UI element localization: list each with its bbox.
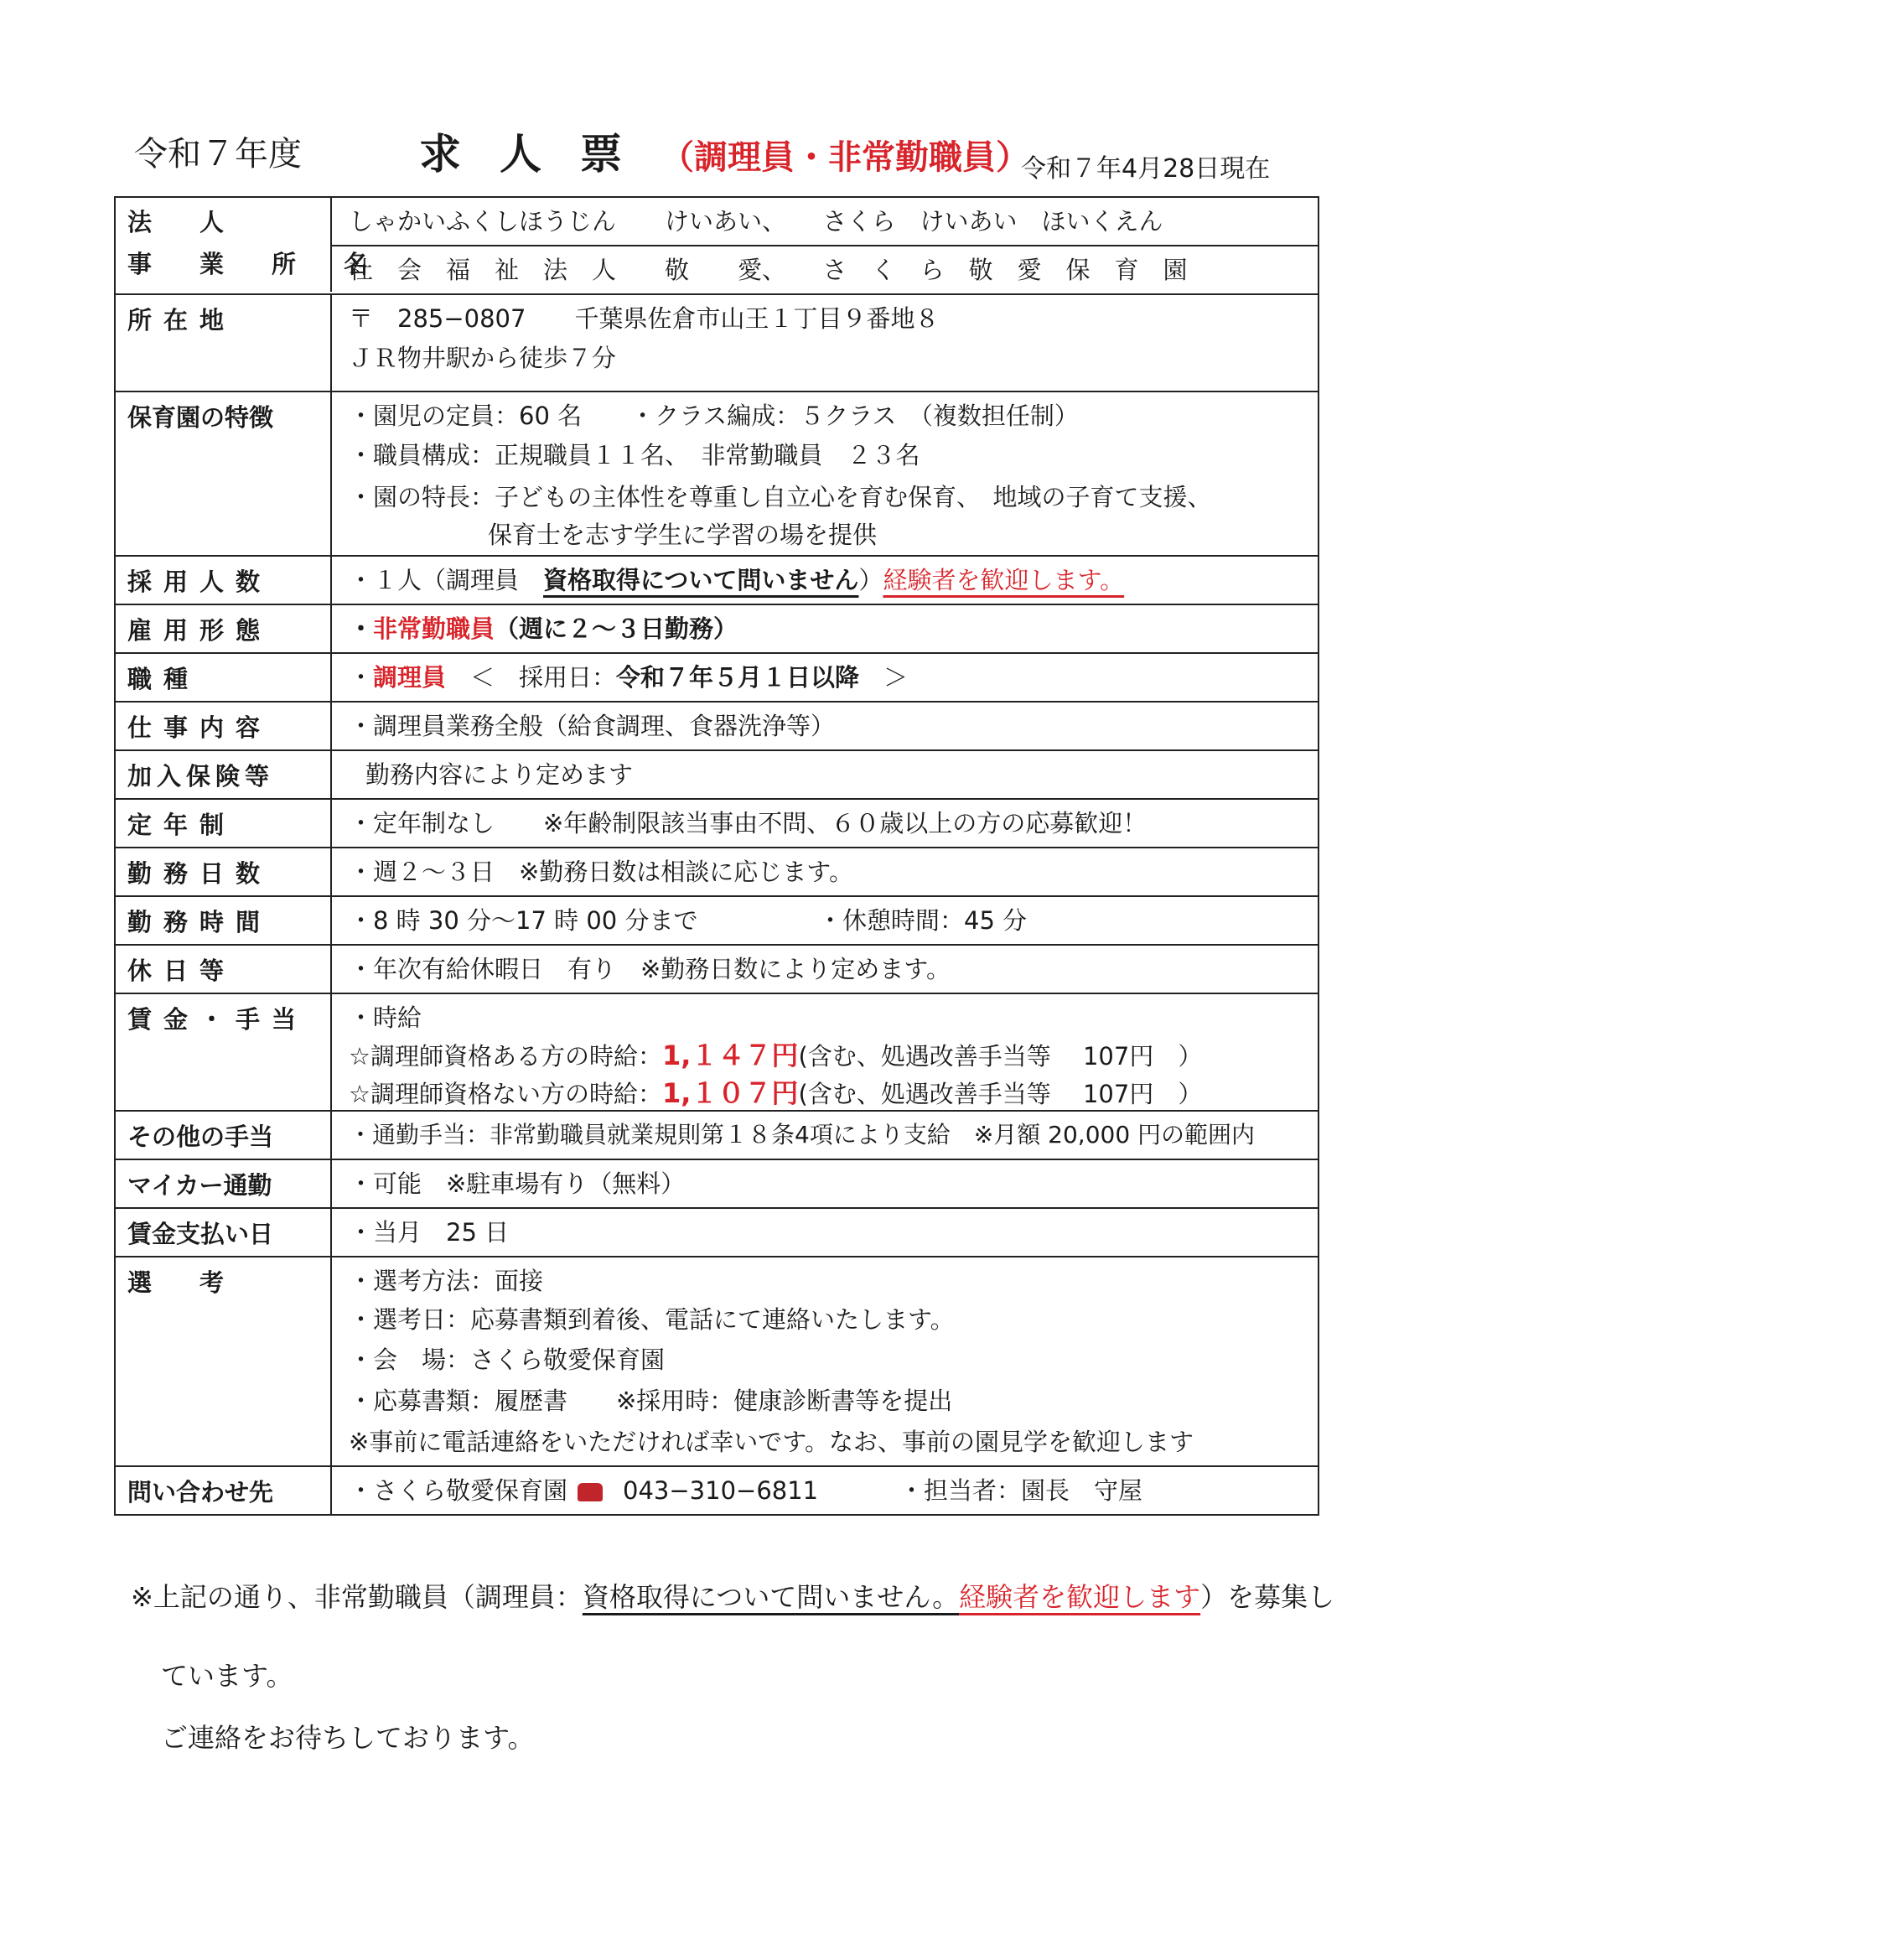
contact-phone[interactable]: 043−310−6811 — [623, 1476, 819, 1505]
retirement-value — [332, 800, 1318, 847]
label-contact: 問い合わせ先 — [116, 1467, 332, 1514]
corp-labels — [116, 198, 381, 292]
label-car-commute: マイカー通勤 — [116, 1160, 332, 1207]
selection-documents: ・応募書類：履歴書 ※採用時：健康診断書等を提出 — [349, 1387, 953, 1415]
address-values — [332, 295, 1318, 391]
hires-welcome: 経験者を歓迎します。 — [883, 566, 1125, 594]
row-car-commute — [114, 1159, 1319, 1207]
fiscal-year: 令和７年度 — [134, 135, 302, 174]
label-address: 所在地 — [116, 295, 332, 391]
row-contact — [114, 1465, 1319, 1516]
employment-type-red: 非常勤職員 — [373, 614, 495, 643]
row-job-type — [114, 652, 1319, 701]
label-corp: 法 人 — [127, 208, 236, 236]
hires-qualification: 資格取得について問いません — [543, 566, 859, 594]
employment-type-line — [349, 610, 1318, 647]
corp-name-kanji: 社 会 福 祉 法 人 敬 愛、 さ く ら 敬 愛 保 育 園 — [349, 256, 1188, 284]
other-allowance-value — [332, 1112, 1318, 1159]
job-type-line — [349, 659, 1318, 696]
hires-value — [332, 557, 1318, 604]
job-type-red: 調理員 — [373, 663, 447, 692]
row-work-hours — [114, 895, 1319, 944]
label-wages: 賃金・手当 — [116, 994, 332, 1110]
job-type-open: ＜ 採用日： — [446, 663, 617, 692]
telephone-icon — [578, 1483, 603, 1501]
selection-venue: ・会 場：さくら敬愛保育園 — [349, 1346, 666, 1374]
access-line: ＪＲ物井駅から徒歩７分 — [349, 344, 617, 372]
row-corporation — [114, 196, 1319, 293]
insurance-text: 勤務内容により定めます — [365, 760, 634, 789]
duties-text: ・調理員業務全般（給食調理、食器洗浄等） — [349, 712, 836, 740]
label-business-name: 事 業 所 名 — [127, 250, 381, 278]
as-of-date: 令和７年4月28日現在 — [1021, 154, 1271, 184]
row-address — [114, 293, 1319, 391]
footer-closing: ご連絡をお待ちしております。 — [161, 1722, 535, 1754]
wage-unqualified-prefix: ☆調理師資格ない方の時給： — [349, 1080, 662, 1108]
address-line: 〒 285−0807 千葉県佐倉市山王１丁目９番地８ — [349, 304, 940, 333]
title-sub: （調理員・非常勤職員） — [661, 138, 1029, 177]
job-type-close: ＞ — [859, 663, 909, 692]
wage-qualified-note: (含む、処遇改善手当等 107円 ） — [798, 1042, 1203, 1071]
label-hires: 採用人数 — [116, 557, 332, 604]
contact-place: ・さくら敬愛保育園 — [349, 1476, 568, 1505]
contact-line — [349, 1472, 1318, 1509]
work-hours-text: ・8 時 30 分〜17 時 00 分まで — [349, 906, 698, 935]
wage-qualified-prefix: ☆調理師資格ある方の時給： — [349, 1042, 662, 1071]
row-holidays — [114, 944, 1319, 993]
title-main: 求人票 — [419, 130, 661, 179]
label-work-hours: 勤務時間 — [116, 897, 332, 944]
row-duties — [114, 701, 1319, 749]
job-bullet: ・ — [349, 663, 374, 692]
footer-line1 — [131, 1576, 1334, 1615]
wage-unqualified-note: (含む、処遇改善手当等 107円 ） — [798, 1080, 1203, 1108]
row-selection — [114, 1256, 1319, 1465]
feature-strengths: ・園の特長：子どもの主体性を尊重し自立心を育む保育、 地域の子育て支援、 — [349, 483, 1212, 511]
work-hours-line — [349, 902, 1318, 939]
wage-unqualified-amount: 1,１０７円 — [662, 1077, 799, 1109]
contact-value — [332, 1467, 1318, 1514]
label-job-type: 職種 — [116, 654, 332, 701]
label-retirement: 定年制 — [116, 800, 332, 847]
break-time-text: ・休憩時間：45 分 — [818, 906, 1028, 935]
other-allowance-text: ・通勤手当：非常勤職員就業規則第１８条4項により支給 ※月額 20,000 円の範囲内 — [349, 1121, 1256, 1149]
label-duties: 仕事内容 — [116, 703, 332, 749]
start-date: 令和７年５月１日以降 — [616, 663, 860, 692]
retirement-text: ・定年制なし ※年齢制限該当事由不問、６０歳以上の方の応募歓迎！ — [349, 809, 1148, 837]
work-days-value — [332, 848, 1318, 895]
corp-values — [332, 198, 1318, 293]
employment-type-rest: （週に２〜３日勤務） — [495, 614, 738, 643]
row-insurance — [114, 749, 1319, 798]
page-title — [419, 121, 1029, 181]
job-type-value — [332, 654, 1318, 701]
employment-type-value — [332, 605, 1318, 652]
hires-close: ） — [858, 566, 883, 594]
selection-method: ・選考方法：面接 — [349, 1267, 544, 1295]
row-wages — [114, 993, 1319, 1110]
footer-welcome: 経験者を歓迎します — [959, 1581, 1201, 1613]
label-insurance: 加入保険等 — [116, 751, 332, 798]
features-values — [332, 392, 1318, 555]
hires-prefix: ・１人（調理員 — [349, 566, 544, 594]
car-commute-value — [332, 1160, 1318, 1207]
footer-suffix: ）を募集し — [1200, 1581, 1335, 1613]
label-features: 保育園の特徴 — [116, 392, 332, 555]
feature-capacity: ・園児の定員：60 名 ・クラス編成：５クラス （複数担任制） — [349, 402, 1079, 430]
wage-unqualified-line — [349, 1075, 1318, 1112]
label-selection: 選 考 — [116, 1257, 332, 1465]
footer-prefix: ※上記の通り、非常勤職員（調理員： — [131, 1581, 583, 1613]
feature-strengths-cont: 保育士を志す学生に学習の場を提供 — [488, 521, 878, 549]
row-hires — [114, 555, 1319, 604]
row-payday — [114, 1207, 1319, 1256]
row-employment-type — [114, 604, 1319, 652]
payday-text: ・当月 25 日 — [349, 1218, 510, 1247]
insurance-value — [332, 751, 1318, 798]
label-holidays: 休日等 — [116, 946, 332, 993]
contact-person: ・担当者：園長 守屋 — [899, 1476, 1143, 1505]
label-other-allowance: その他の手当 — [116, 1112, 332, 1159]
duties-value — [332, 703, 1318, 749]
holidays-text: ・年次有給休暇日 有り ※勤務日数により定めます。 — [349, 955, 951, 983]
selection-note: ※事前に電話連絡をいただければ幸いです。なお、事前の園見学を歓迎します — [349, 1428, 1194, 1456]
wages-values — [332, 994, 1318, 1110]
wage-qualified-amount: 1,１４７円 — [662, 1040, 799, 1071]
footer-line2: ています。 — [161, 1660, 293, 1692]
row-features — [114, 391, 1319, 555]
feature-staff: ・職員構成：正規職員１１名、 非常勤職員 ２３名 — [349, 441, 920, 469]
row-retirement — [114, 798, 1319, 847]
employment-bullet: ・ — [349, 614, 374, 643]
row-other-allowance — [114, 1110, 1319, 1159]
label-payday: 賃金支払い日 — [116, 1209, 332, 1256]
wage-hourly: ・時給 — [349, 1003, 422, 1032]
document-header — [0, 0, 1891, 218]
car-commute-text: ・可能 ※駐車場有り（無料） — [349, 1169, 686, 1198]
wage-qualified-line — [349, 1036, 1318, 1075]
work-days-text: ・週２〜３日 ※勤務日数は相談に応じます。 — [349, 858, 853, 886]
footer-qualification: 資格取得について問いません。 — [582, 1581, 960, 1613]
label-employment-type: 雇用形態 — [116, 605, 332, 652]
label-work-days: 勤務日数 — [116, 848, 332, 895]
holidays-value — [332, 946, 1318, 993]
hires-line — [349, 562, 1318, 599]
selection-values — [332, 1257, 1318, 1465]
corp-name-kana: しゃかいふくしほうじん けいあい、 さくら けいあい ほいくえん — [332, 198, 1318, 246]
row-work-days — [114, 847, 1319, 895]
job-offer-table — [114, 196, 1319, 1516]
payday-value — [332, 1209, 1318, 1256]
selection-date: ・選考日：応募書類到着後、電話にて連絡いたします。 — [349, 1305, 955, 1334]
work-hours-value — [332, 897, 1318, 944]
